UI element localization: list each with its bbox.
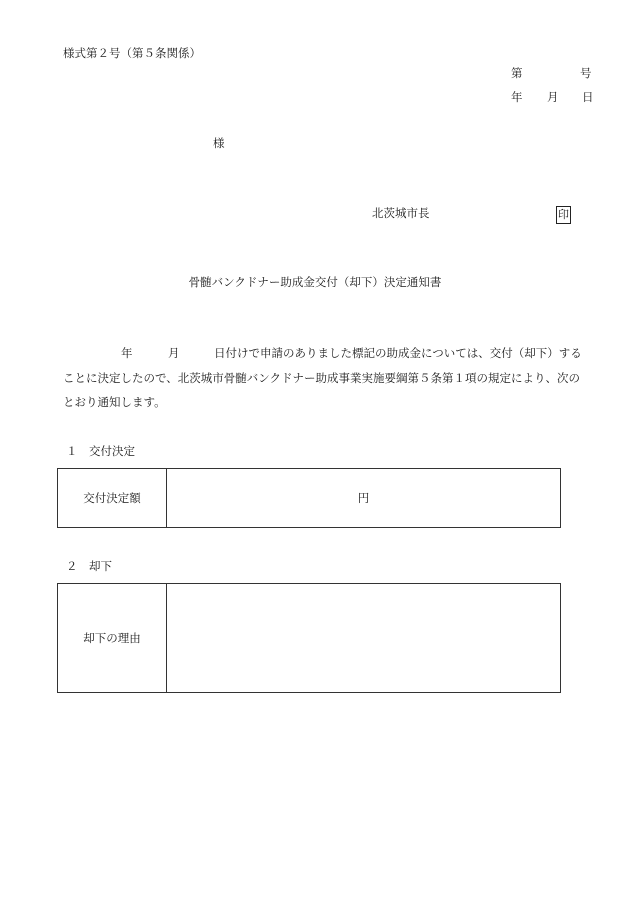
body-line-1-text: 日付けで申請のありました標記の助成金については、交付（却下）する bbox=[214, 346, 582, 360]
rejection-reason-value bbox=[167, 584, 560, 692]
body-line-2: ことに決定したので、北茨城市骨髄バンクドナー助成事業実施要綱第５条第１項の規定により、次の bbox=[63, 371, 581, 385]
issue-date-day: 日 bbox=[582, 90, 594, 104]
recipient-honorific: 様 bbox=[213, 136, 225, 150]
body-year: 年 bbox=[121, 346, 133, 360]
issue-date-year: 年 bbox=[511, 90, 523, 104]
section-1-heading: １ 交付決定 bbox=[66, 444, 135, 458]
rejection-reason-table bbox=[57, 583, 561, 693]
form-number: 様式第２号（第５条関係） bbox=[63, 46, 201, 60]
body-line-3: とおり通知します。 bbox=[63, 395, 166, 409]
document-number-suffix: 号 bbox=[580, 66, 592, 80]
grant-amount-label: 交付決定額 bbox=[58, 469, 167, 527]
document-number-prefix: 第 bbox=[511, 66, 523, 80]
rejection-reason-label: 却下の理由 bbox=[58, 584, 167, 692]
seal-mark: 印 bbox=[556, 206, 571, 224]
issue-date-month: 月 bbox=[547, 90, 559, 104]
body-month: 月 bbox=[168, 346, 180, 360]
grant-amount-unit: 円 bbox=[357, 491, 370, 505]
grant-amount-table bbox=[57, 468, 561, 528]
grant-amount-value bbox=[167, 469, 560, 527]
sender-name: 北茨城市長 bbox=[372, 206, 430, 220]
section-2-heading: ２ 却下 bbox=[66, 559, 112, 573]
document-title: 骨髄バンクドナー助成金交付（却下）決定通知書 bbox=[188, 275, 442, 289]
